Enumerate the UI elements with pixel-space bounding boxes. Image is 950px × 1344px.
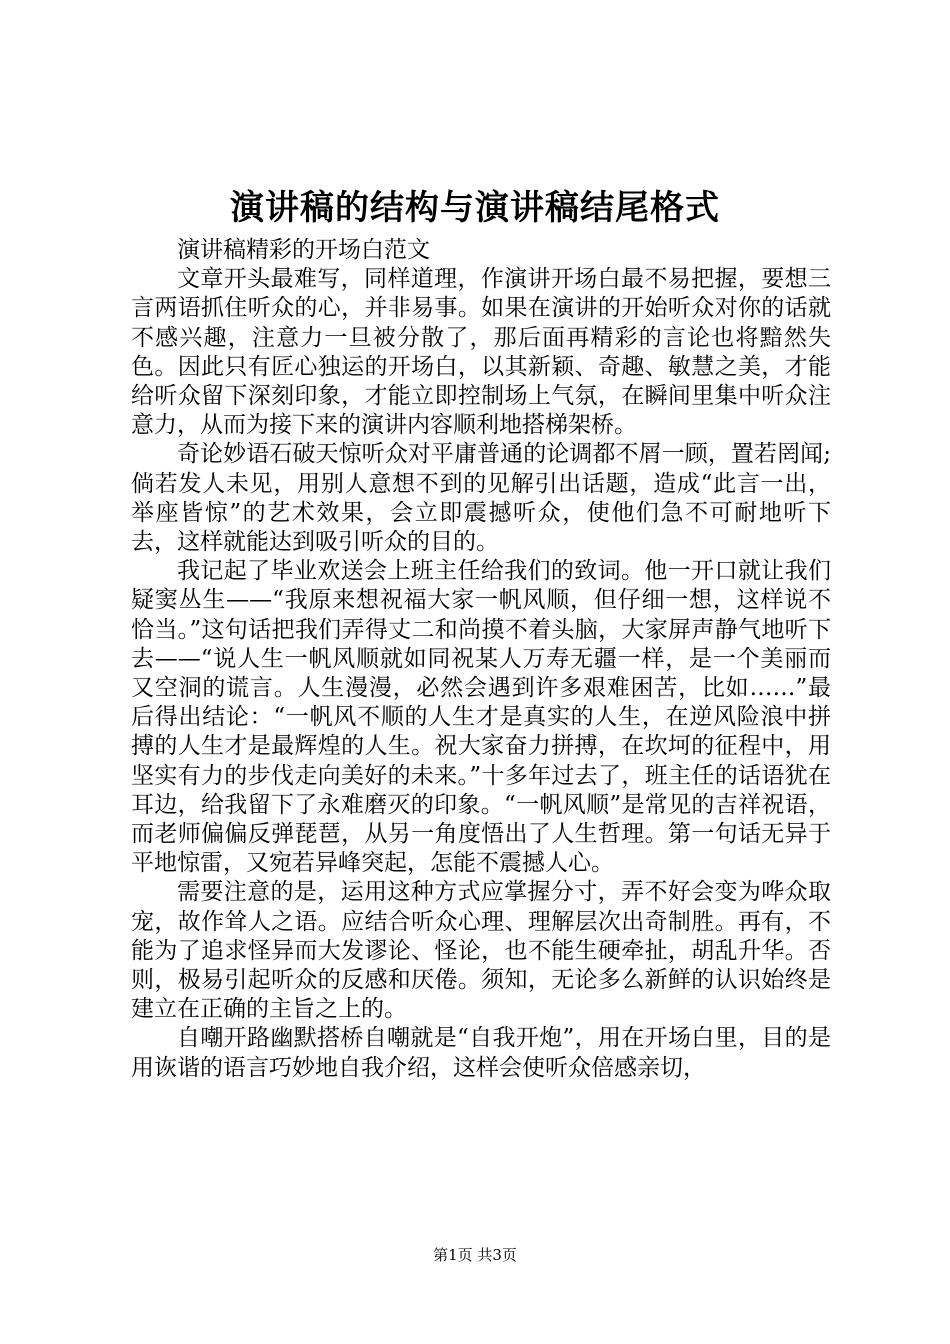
- document-body: [131, 236, 831, 1083]
- paragraph: 我记起了毕业欢送会上班主任给我们的致词。他一开口就让我们疑窦丛生——“我原来想祝福大家一帆风顺，但仔细一想，这样说不恰当。”这句话把我们弄得丈二和尚摸不着头脑，大家屏声静气地听下去——“说人生一帆风顺就如同祝某人万寿无疆一样，是一个美丽而又空洞的谎言。人生漫漫，必然会遇到许多艰难困苦，比如……”最后得出结论：“一帆风不顺的人生才是真实的人生，在逆风险浪中拼搏的人生才是最辉煌的人生。祝大家奋力拼搏，在坎坷的征程中，用坚实有力的步伐走向美好的未来。”十多年过去了，班主任的话语犹在耳边，给我留下了永难磨灭的印象。“一帆风顺”是常见的吉祥祝语，而老师偏偏反弹琵琶，从另一角度悟出了人生哲理。第一句话无异于平地惊雷，又宛若异峰突起，怎能不震撼人心。: [131, 558, 831, 877]
- document-title: 演讲稿的结构与演讲稿结尾格式: [230, 188, 720, 228]
- paragraph: 需要注意的是，运用这种方式应掌握分寸，弄不好会变为哗众取宠，故作耸人之语。应结合听众心理、理解层次出奇制胜。再有，不能为了追求怪异而大发谬论、怪论，也不能生硬牵扯，胡乱升华。否则，极易引起听众的反感和厌倦。须知，无论多么新鲜的认识始终是建立在正确的主旨之上的。: [131, 879, 831, 1023]
- paragraph: 文章开头最难写，同样道理，作演讲开场白最不易把握，要想三言两语抓住听众的心，并非易事。如果在演讲的开始听众对你的话就不感兴趣，注意力一旦被分散了，那后面再精彩的言论也将黯然失色。因此只有匠心独运的开场白，以其新颖、奇趣、敏慧之美，才能给听众留下深刻印象，才能立即控制场上气氛，在瞬间里集中听众注意力，从而为接下来的演讲内容顺利地搭梯架桥。: [131, 266, 831, 439]
- page-footer: 第1页 共3页: [433, 1246, 517, 1264]
- paragraph: 自嘲开路幽默搭桥自嘲就是“自我开炮”，用在开场白里，目的是用诙谐的语言巧妙地自我介绍，这样会使听众倍感亲切，: [131, 1025, 831, 1081]
- paragraph-subtitle: 演讲稿精彩的开场白范文: [177, 237, 430, 263]
- paragraph: 奇论妙语石破天惊听众对平庸普通的论调都不屑一顾，置若罔闻;倘若发人未见，用别人意想不到的见解引出话题，造成“此言一出，举座皆惊”的艺术效果，会立即震撼听众，使他们急不可耐地听下去，这样就能达到吸引听众的目的。: [131, 441, 831, 556]
